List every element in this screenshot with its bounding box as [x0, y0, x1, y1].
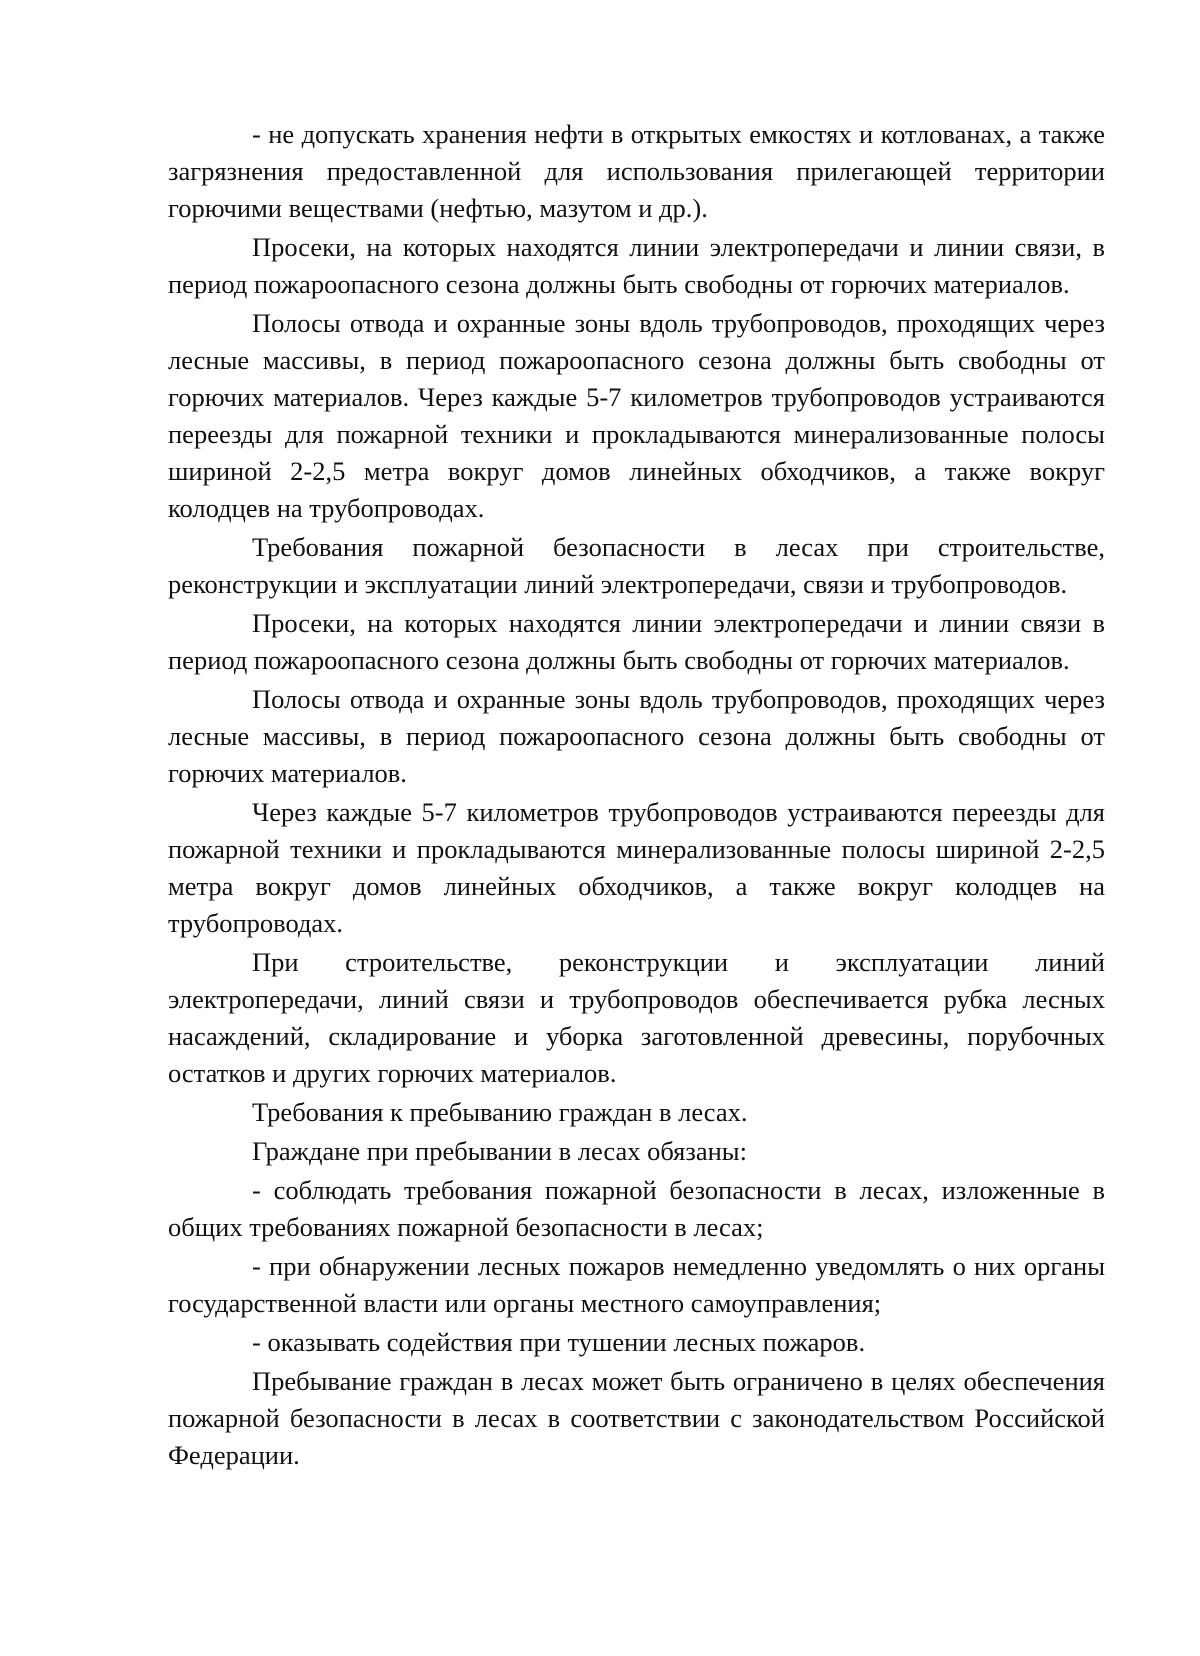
- paragraph-requirements-heading: Требования пожарной безопасности в лесах при строительстве, реконструкции и эксплуатации линий электропередачи, связи и трубопроводов.: [168, 532, 1105, 599]
- paragraph-construction: При строительстве, реконструкции и эксплуатации линий электропередачи, линий связи и трубопроводов обеспечивается рубка лесных насаждений, складирование и уборка заготовленной древесины, порубочных остатков и других горючих материалов.: [168, 947, 1105, 1088]
- paragraph-crossings: Через каждые 5-7 километров трубопроводов устраиваются переезды для пожарной техники и прокладываются минерализованные полосы шириной 2-2,5 метра вокруг домов линейных обходчиков, а также вокруг колодцев на трубопроводах.: [168, 797, 1105, 938]
- paragraph-citizens-obliged: Граждане при пребывании в лесах обязаны:: [252, 1136, 747, 1166]
- paragraph-pipeline-zones-1: Полосы отвода и охранные зоны вдоль трубопроводов, проходящих через лесные массивы, в период пожароопасного сезона должны быть свободны от горючих материалов. Через каждые 5-7 километров трубопроводов устраиваются переезды для пожарной техники и прокладываются минерализованные полосы шириной 2-2,5 метра вокруг домов линейных обходчиков, а также вокруг колодцев на трубопроводах.: [168, 308, 1105, 523]
- paragraph-pipeline-zones-2: Полосы отвода и охранные зоны вдоль трубопроводов, проходящих через лесные массивы, в период пожароопасного сезона должны быть свободны от горючих материалов.: [168, 684, 1105, 788]
- paragraph-assist-extinguishing: - оказывать содействия при тушении лесных пожаров.: [252, 1327, 866, 1357]
- paragraph-notify-authorities: - при обнаружении лесных пожаров немедленно уведомлять о них органы государственной власти или органы местного самоуправления;: [168, 1251, 1105, 1318]
- paragraph-oil-storage: - не допускать хранения нефти в открытых емкостях и котлованах, а также загрязнения предоставленной для использования прилегающей территории горючими веществами (нефтью, мазутом и др.).: [168, 119, 1105, 223]
- paragraph-stay-restriction: Пребывание граждан в лесах может быть ограничено в целях обеспечения пожарной безопасности в лесах в соответствии с законодательством Российской Федерации.: [168, 1366, 1105, 1470]
- paragraph-clearings-2: Просеки, на которых находятся линии электропередачи и линии связи в период пожароопасного сезона должны быть свободны от горючих материалов.: [168, 608, 1105, 675]
- paragraph-clearings-1: Просеки, на которых находятся линии электропередачи и линии связи, в период пожароопасного сезона должны быть свободны от горючих материалов.: [168, 232, 1105, 299]
- paragraph-citizens-heading: Требования к пребыванию граждан в лесах.: [252, 1097, 748, 1127]
- paragraph-observe-requirements: - соблюдать требования пожарной безопасности в лесах, изложенные в общих требованиях пожарной безопасности в лесах;: [168, 1175, 1105, 1242]
